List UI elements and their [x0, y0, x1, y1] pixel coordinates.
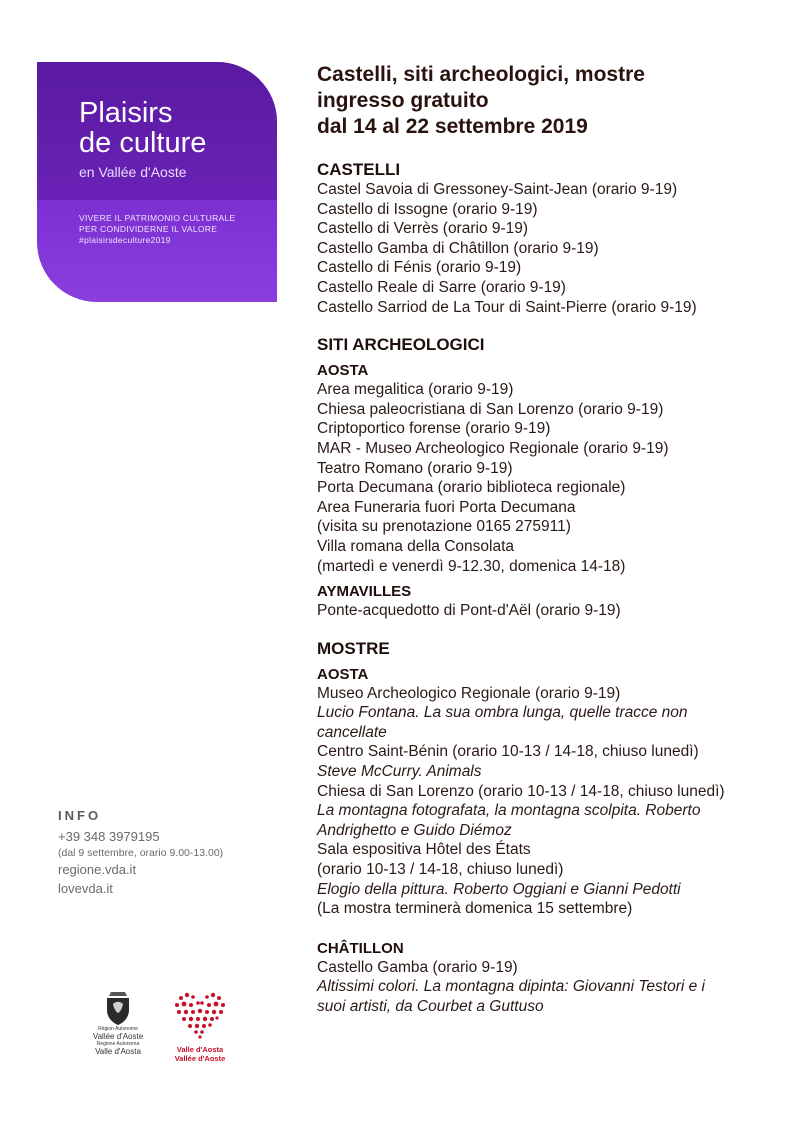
section-heading-mostre: MOSTRE	[317, 638, 390, 658]
mostre-chatillon-list	[317, 958, 787, 1017]
castello-item: Castello Reale di Sarre (orario 9-19)	[317, 278, 566, 296]
brand-tagline	[79, 213, 236, 246]
mostra-line: Altissimi colori. La montagna dipinta: Giovanni Testori e i	[317, 978, 705, 996]
castello-item: Castello di Verrès (orario 9-19)	[317, 220, 529, 238]
section-heading-castelli: CASTELLI	[317, 160, 401, 179]
region-crest-logo	[88, 990, 148, 1072]
mostra-line: Steve McCurry. Animals	[317, 763, 482, 781]
tagline-line: VIVERE IL PATRIMONIO CULTURALE	[79, 213, 236, 223]
info-block	[58, 808, 223, 898]
sito-item: Ponte-acquedotto di Pont-d'Aël (orario 9-19)	[317, 602, 621, 620]
section-mostre	[317, 639, 787, 1017]
info-phone[interactable]: +39 348 3979195	[58, 829, 160, 844]
region-name-text-2: Valle d'Aosta	[95, 1047, 141, 1056]
sito-item: Criptoportico forense (orario 9-19)	[317, 420, 551, 438]
info-link-regione[interactable]: regione.vda.it	[58, 862, 137, 877]
info-title: INFO	[58, 808, 102, 823]
tagline-hashtag: #plaisirsdeculture2019	[79, 235, 171, 245]
castello-item: Castello di Issogne (orario 9-19)	[317, 200, 538, 218]
section-siti-archeologici	[317, 335, 787, 621]
sito-item: Area Funeraria fuori Porta Decumana	[317, 498, 576, 516]
sito-item: Chiesa paleocristiana di San Lorenzo (orario 9-19)	[317, 400, 664, 418]
mostra-line: Lucio Fontana. La sua ombra lunga, quelle tracce non	[317, 704, 688, 722]
mostra-line: (orario 10-13 / 14-18, chiuso lunedì)	[317, 861, 564, 879]
info-link-lovevda[interactable]: lovevda.it	[58, 881, 113, 896]
castello-item: Castel Savoia di Gressoney-Saint-Jean (orario 9-19)	[317, 181, 678, 198]
sito-item: Porta Decumana (orario biblioteca regionale)	[317, 479, 626, 497]
mostra-line: suoi artisti, da Courbet a Guttuso	[317, 998, 544, 1015]
heart-icon	[171, 990, 229, 1040]
region-small-text-2: Regione Autonoma	[96, 1041, 140, 1047]
castello-item: Castello di Fénis (orario 9-19)	[317, 259, 522, 277]
brand-title	[79, 98, 269, 158]
mostra-line: Centro Saint-Bénin (orario 10-13 / 14-18, chiuso lunedì)	[317, 743, 699, 761]
brand-title-line: de culture	[79, 127, 207, 159]
info-phone-note: (dal 9 settembre, orario 9.00-13.00)	[58, 847, 224, 859]
brand-subtitle: en Vallée d'Aoste	[79, 164, 187, 180]
sito-item: Villa romana della Consolata	[317, 537, 515, 555]
subheading-aymavilles: AYMAVILLES	[317, 583, 412, 601]
mostra-line: Sala espositiva Hôtel des États	[317, 841, 531, 859]
tourism-heart-logo	[168, 990, 232, 1072]
sito-item: (visita su prenotazione 0165 275911)	[317, 518, 571, 536]
mostra-line: Elogio della pittura. Roberto Oggiani e Gianni Pedotti	[317, 880, 681, 898]
brand-title-line: Plaisirs	[79, 97, 173, 129]
headline	[317, 62, 787, 140]
region-small-text: Région Autonome	[98, 1026, 138, 1032]
mostra-line: cancellate	[317, 723, 387, 741]
mostra-line: Andrighetto e Guido Diémoz	[317, 821, 512, 839]
region-crest-icon	[103, 990, 133, 1026]
mostra-line: (La mostra terminerà domenica 15 settembre)	[317, 900, 633, 918]
castelli-list	[317, 180, 787, 317]
main-content	[317, 62, 787, 1017]
region-name-text: Vallée d'Aoste	[92, 1032, 144, 1041]
tagline-line: PER CONDIVIDERNE IL VALORE	[79, 224, 218, 234]
headline-line: dal 14 al 22 settembre 2019	[317, 115, 588, 138]
headline-line: ingresso gratuito	[317, 89, 489, 112]
castello-item: Castello Sarriod de La Tour di Saint-Pierre (orario 9-19)	[317, 298, 697, 316]
heart-logo-text-2: Vallée d'Aoste	[174, 1054, 226, 1063]
mostra-line: Chiesa di San Lorenzo (orario 10-13 / 14-18, chiuso lunedì)	[317, 782, 725, 800]
castello-item: Castello Gamba di Châtillon (orario 9-19)	[317, 239, 599, 257]
sito-item: Area megalitica (orario 9-19)	[317, 381, 514, 399]
sito-item: MAR - Museo Archeologico Regionale (orario 9-19)	[317, 439, 669, 457]
section-heading-siti: SITI ARCHEOLOGICI	[317, 335, 485, 355]
brand-logo-block	[37, 62, 277, 302]
headline-line: Castelli, siti archeologici, mostre	[317, 63, 645, 86]
sito-item: (martedì e venerdì 9-12.30, domenica 14-18)	[317, 557, 626, 575]
siti-aymavilles-list	[317, 601, 787, 621]
sito-item: Teatro Romano (orario 9-19)	[317, 459, 513, 477]
subheading-aosta: AOSTA	[317, 362, 369, 380]
heart-logo-text: Valle d'Aosta	[176, 1045, 224, 1054]
section-castelli	[317, 160, 787, 317]
mostra-line: La montagna fotografata, la montagna scolpita. Roberto	[317, 802, 701, 820]
siti-aosta-list	[317, 380, 787, 576]
mostra-line: Museo Archeologico Regionale (orario 9-19)	[317, 684, 621, 702]
subheading-chatillon: CHÂTILLON	[317, 939, 404, 957]
subheading-aosta: AOSTA	[317, 665, 369, 683]
logos	[88, 990, 258, 1080]
mostra-line: Castello Gamba (orario 9-19)	[317, 958, 518, 976]
mostre-aosta-list	[317, 684, 787, 919]
